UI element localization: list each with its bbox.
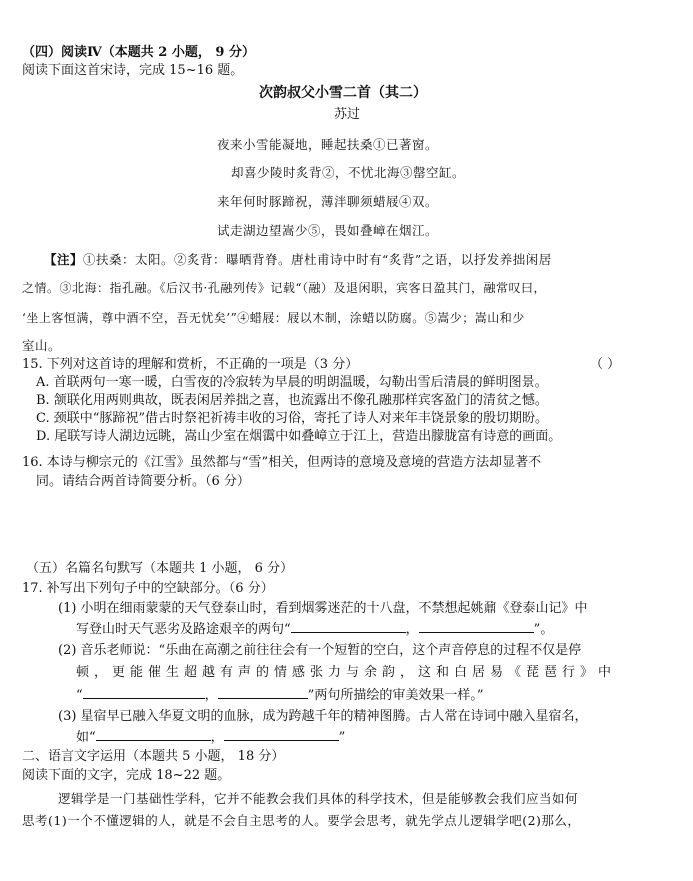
passage-line: 逻辑学是一门基础性学科，它并不能教会我们具体的科学技术，但是能够教会我们应当如何: [58, 791, 579, 806]
q15-option: C. 颈联中“豚蹄祝”借古时祭祀祈祷丰收的习俗，寄托了诗人对来年丰饶景象的殷切期盼。: [36, 411, 549, 426]
q17-item1-close: ”。: [533, 622, 554, 637]
q17-item1-text: 写登山时天气恶劣及路途艰辛的两句“: [76, 622, 291, 637]
note-line: ‘坐上客恒满，尊中酒不空，吾无忧矣’”④蜡屐：屐以木制，涂蜡以防腐。⑤嵩少；嵩山和少: [22, 311, 525, 325]
q17-item2-line: [76, 686, 483, 704]
section4-instruction: 阅读下面这首宋诗，完成 15~16 题。: [22, 63, 244, 78]
note-line: 之情。③北海：指孔融。《后汉书·孔融列传》记载“（融）及退闲职，宾客日盈其门，融常叹曰，: [22, 281, 546, 295]
q17-item3-line: (3) 星宿早已融入华夏文明的血脉，成为跨越千年的精神图腾。古人常在诗词中融入星宿名，: [58, 709, 588, 724]
q17-blank[interactable]: [419, 620, 534, 633]
q17-stem: 17. 补写出下列句子中的空缺部分。（6 分）: [22, 581, 274, 596]
section5-heading: （五）名篇名句默写（本题共 1 小题， 6 分）: [26, 561, 294, 576]
poem-line: 却喜少陵时炙背②，不忧北海③罄空缸。: [231, 165, 466, 180]
poem-title: 次韵叔父小雪二首（其二）: [259, 85, 427, 101]
q17-item2-close: ”两句所描绘的审美效果一样。”: [307, 688, 484, 703]
passage-line: 思考(1)一个不懂逻辑的人，就是不会自主思考的人。要学会思考，就先学点儿逻辑学吧(2)那么，: [22, 813, 581, 828]
q17-blank[interactable]: [83, 686, 205, 699]
q17-item3-line: [76, 728, 345, 746]
q17-item3-text: 如“: [76, 730, 96, 745]
q17-item1-line: [76, 620, 553, 638]
q16-line: 同。请结合两首诗简要分析。（6 分）: [36, 474, 250, 489]
q15-option: B. 颔联化用两则典故，既表闲居养拙之喜，也流露出不像孔融那样宾客盈门的清贫之憾。: [36, 393, 548, 408]
section4-heading: （四）阅读Ⅳ（本题共 2 小题， 9 分）: [22, 45, 255, 60]
note-line: [44, 251, 552, 268]
q17-item2-line: 顿，更能催生超越有声的情感张力与余韵，这和白居易《琵琶行》中: [76, 665, 617, 680]
q17-item3-close: ”: [338, 730, 346, 745]
poem-author: 苏过: [334, 107, 361, 122]
note-text: ①扶桑：太阳。②炙背：曝晒背脊。唐杜甫诗中时有“炙背”之语，以抒发养拙闲居: [83, 252, 552, 267]
q17-item2-open: “: [76, 688, 83, 703]
note-line: 室山。: [22, 338, 62, 353]
q15-option: D. 尾联写诗人湖边远眺，嵩山少室在烟霭中如叠嶂立于江上，营造出朦胧富有诗意的画面。: [36, 429, 562, 444]
poem-line: 夜来小雪能凝地，睡起扶桑①已著窗。: [217, 137, 439, 152]
q17-item1-line: (1) 小明在细雨蒙蒙的天气登泰山时，看到烟雾迷茫的十八盘，不禁想起姚鼐《登泰山记》中: [58, 601, 588, 616]
section2-instruction: 阅读下面的文字，完成 18~22 题。: [22, 768, 231, 783]
q17-blank[interactable]: [218, 686, 308, 699]
q17-separator: ，: [210, 730, 224, 745]
q17-blank[interactable]: [96, 728, 211, 741]
q16-line: 16. 本诗与柳宗元的《江雪》虽然都与“雪”相关，但两诗的意境及意境的营造方法却显著不: [22, 455, 542, 470]
section2-heading: 二、语言文字运用（本题共 5 小题， 18 分）: [22, 749, 285, 764]
q17-separator: ，: [204, 688, 218, 703]
q15-option: A. 首联两句一寒一暖，白雪夜的冷寂转为早晨的明朗温暖，勾勒出雪后清晨的鲜明图景。: [36, 375, 548, 390]
note-label: 【注】: [44, 252, 84, 267]
poem-line: 来年何时豚蹄祝，薄泮聊须蜡屐④双。: [217, 194, 439, 209]
q17-blank[interactable]: [291, 620, 406, 633]
q17-separator: ，: [405, 622, 419, 637]
q17-item2-line: (2) 音乐老师说：“乐曲在高潮之前往往会有一个短暂的空白，这个声音停息的过程不仅是停: [58, 643, 582, 658]
q17-blank[interactable]: [224, 728, 339, 741]
q15-stem: 15. 下列对这首诗的理解和赏析，不正确的一项是（3 分）: [22, 357, 359, 372]
q15-answer-bracket: （ ）: [590, 357, 621, 372]
poem-line: 试走湖边望嵩少⑤，畏如叠嶂在烟江。: [217, 223, 439, 238]
